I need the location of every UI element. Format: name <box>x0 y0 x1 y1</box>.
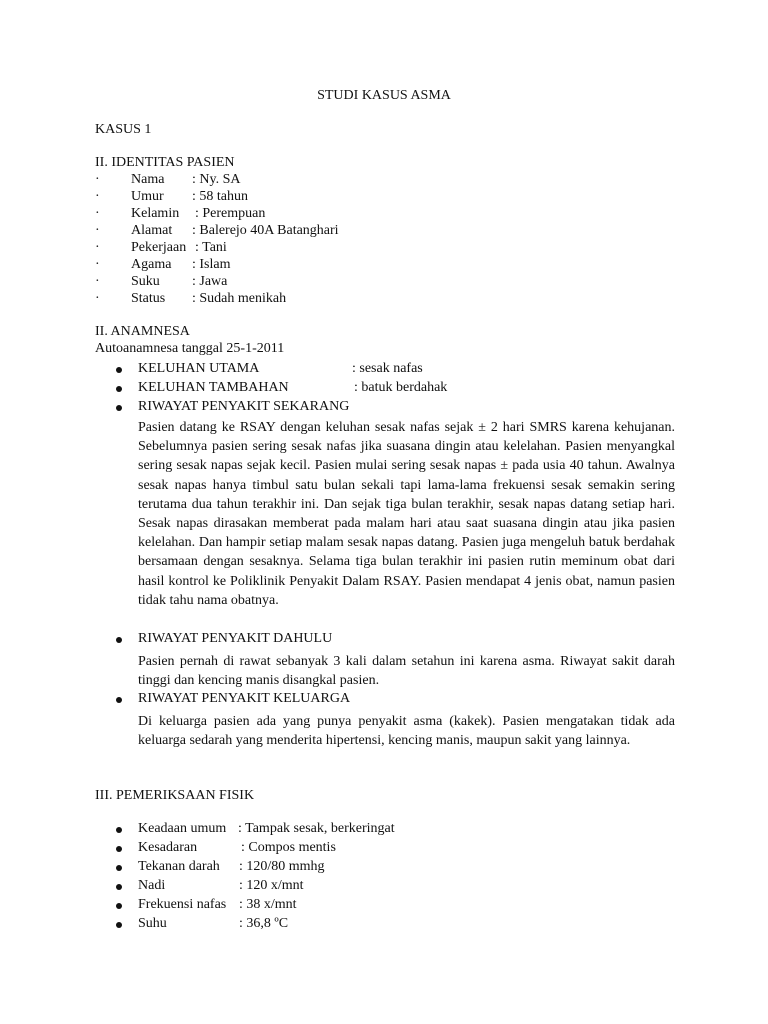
field-value: : Perempuan <box>195 206 266 221</box>
row-bullet: · <box>95 189 100 204</box>
field-label: Kesadaran <box>138 840 198 855</box>
field-label: Tekanan darah <box>138 859 220 874</box>
row-bullet: · <box>95 240 100 255</box>
field-label: Status <box>131 291 166 306</box>
field-value: : batuk berdahak <box>354 380 448 395</box>
bullet-icon <box>116 405 122 411</box>
row-bullet: · <box>95 274 100 289</box>
section-paragraph: Pasien datang ke RSAY dengan keluhan sesak nafas sejak ± 2 hari SMRS karena kehujanan. Sebelumnya pasien sering sesak nafas jika suasana dingin atau kelelahan. Pasien menyangkal sering sesak napas sejak kecil. Pasien mulai sering sesak napas ± pada usia 40 tahun. Awalnya sesak napas hanya timbul satu bulan sekali tapi lama-lama frekuensi sesak semakin sering terutama dua tahun terakhir ini. Dan sejak tiga bulan terakhir, sesak napas datang setiap hari. Sesak napas dirasakan memberat pada malam hari atau saat suasana dingin atau jika pasien kelelahan. Dan hampir setiap malam sesak napas datang. Pasien juga mengeluh batuk berdahak bersamaan dengan sesaknya. Selama tiga bulan terakhir ini pasien rutin meminum obat dari hasil kontrol ke Poliklinik Penyakit Dalam RSAY. Pasien mendapat 4 jenis obat, namun pasien tidak tahu nama obatnya. <box>138 420 675 608</box>
field-value: : 58 tahun <box>192 189 248 204</box>
field-label: Pekerjaan <box>131 240 187 255</box>
fisik-heading: III. PEMERIKSAAN FISIK <box>95 788 255 803</box>
section-paragraph: Pasien pernah di rawat sebanyak 3 kali dalam setahun ini karena asma. Riwayat sakit darah tinggi dan kencing manis disangkal pasien. <box>138 654 675 689</box>
field-value: : Tampak sesak, berkeringat <box>238 821 395 836</box>
field-value: : Balerejo 40A Batanghari <box>192 223 339 238</box>
field-label: Keadaan umum <box>138 821 227 836</box>
field-value: : sesak nafas <box>352 361 423 376</box>
field-value: : Tani <box>195 240 227 255</box>
field-value: : 38 x/mnt <box>239 897 297 912</box>
field-label: Nadi <box>138 878 166 893</box>
bullet-icon <box>116 903 122 909</box>
anamnesa-heading: II. ANAMNESA <box>95 324 190 339</box>
row-bullet: · <box>95 291 100 306</box>
bullet-icon <box>116 922 122 928</box>
bullet-icon <box>116 865 122 871</box>
case-heading: KASUS 1 <box>95 122 152 137</box>
row-bullet: · <box>95 172 100 187</box>
field-label: KELUHAN TAMBAHAN <box>138 380 289 395</box>
bullet-icon <box>116 386 122 392</box>
bullet-icon <box>116 827 122 833</box>
field-label: Suku <box>131 274 160 289</box>
field-value: : 120 x/mnt <box>239 878 304 893</box>
field-value: : 120/80 mmhg <box>239 859 325 874</box>
field-label: KELUHAN UTAMA <box>138 361 260 376</box>
field-value: : Jawa <box>192 274 228 289</box>
section-label: RIWAYAT PENYAKIT SEKARANG <box>138 399 350 414</box>
bullet-icon <box>116 697 122 703</box>
section-label: RIWAYAT PENYAKIT DAHULU <box>138 631 333 646</box>
document-title: STUDI KASUS ASMA <box>317 88 451 103</box>
field-label: Kelamin <box>131 206 180 221</box>
bullet-icon <box>116 367 122 373</box>
field-value: : 36,8 ºC <box>239 916 289 931</box>
field-label: Agama <box>131 257 172 272</box>
identitas-heading: II. IDENTITAS PASIEN <box>95 155 235 170</box>
field-label: Nama <box>131 172 165 187</box>
section-label: RIWAYAT PENYAKIT KELUARGA <box>138 691 351 706</box>
field-label: Alamat <box>131 223 173 238</box>
row-bullet: · <box>95 223 100 238</box>
bullet-icon <box>116 637 122 643</box>
row-bullet: · <box>95 206 100 221</box>
anamnesa-subtitle: Autoanamnesa tanggal 25-1-2011 <box>95 341 285 356</box>
row-bullet: · <box>95 257 100 272</box>
field-label: Umur <box>131 189 164 204</box>
bullet-icon <box>116 846 122 852</box>
field-value: : Islam <box>192 257 231 272</box>
bullet-icon <box>116 884 122 890</box>
field-value: : Sudah menikah <box>192 291 287 306</box>
field-label: Suhu <box>138 916 167 931</box>
field-label: Frekuensi nafas <box>138 897 227 912</box>
field-value: : Compos mentis <box>241 840 336 855</box>
field-value: : Ny. SA <box>192 172 241 187</box>
section-paragraph: Di keluarga pasien ada yang punya penyakit asma (kakek). Pasien mengatakan tidak ada keluarga sedarah yang menderita hipertensi, kencing manis, maupun sakit yang lainnya. <box>138 714 675 749</box>
